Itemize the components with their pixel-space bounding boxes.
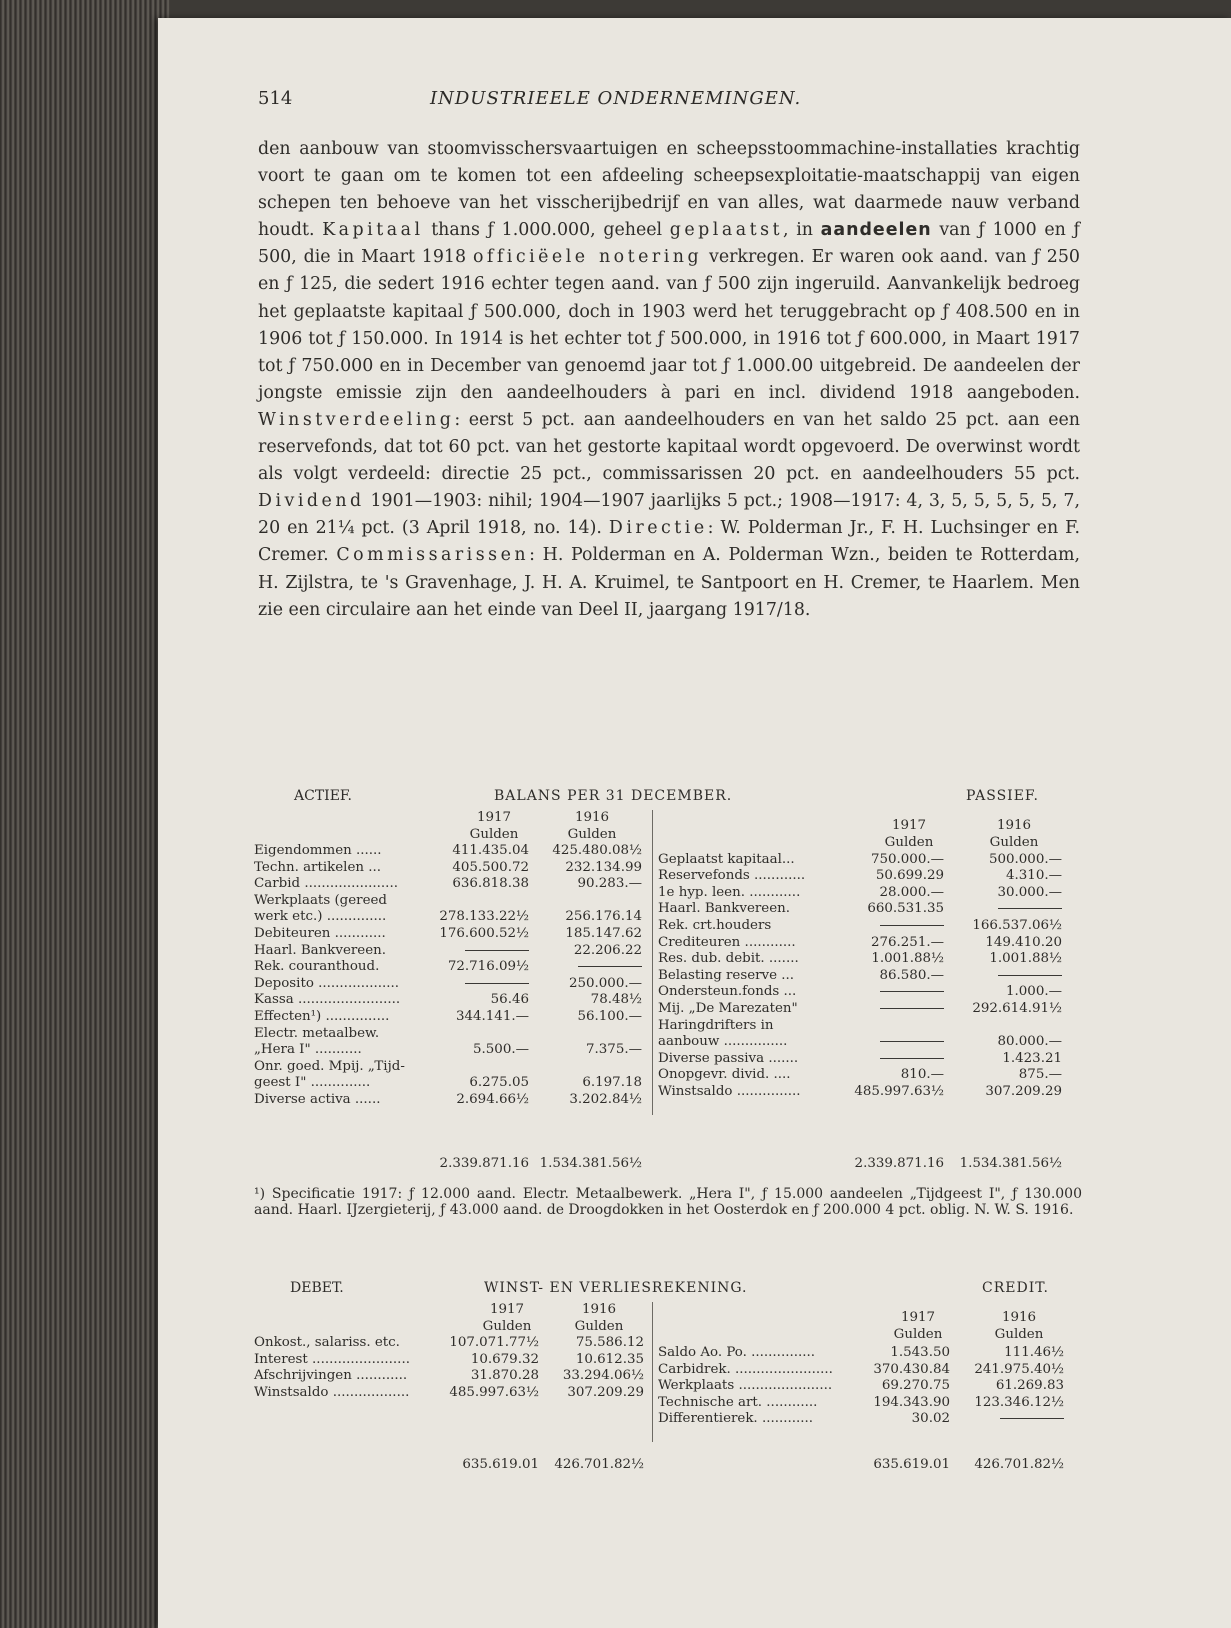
table-row [254, 992, 649, 1009]
row-label: Techn. artikelen ... [254, 859, 382, 875]
table-row [658, 1395, 1084, 1412]
table-row [254, 1352, 649, 1369]
table-row [658, 984, 1084, 1001]
row-label: Carbidrek. ....................... [658, 1361, 833, 1377]
pl-right-title: CREDIT. [982, 1280, 1049, 1296]
paragraph-run: : H. Polderman en A. Polderman Wzn., beiden te Rotterdam, H. Zijlstra, te 's Gravenhage, J. H. A. Kruimel, te Santpoort en H. Cremer, te Haarlem. Men zie een circulaire aan het einde van Deel II, jaargang 1917/18. [258, 545, 1080, 620]
row-label: Res. dub. debit. ....... [658, 951, 799, 967]
row-label: Diverse activa ...... [254, 1091, 381, 1107]
row-label: geest I" .............. [254, 1075, 371, 1091]
balance-header [254, 788, 1084, 810]
paragraph-run: geplaatst [669, 220, 784, 241]
value-1916: 1.001.88½ [989, 951, 1062, 967]
unit-label: Gulden [893, 1326, 943, 1342]
value-1916: 33.294.06½ [562, 1368, 644, 1384]
value-1917: 6.275.05 [469, 1075, 529, 1091]
running-title: INDUSTRIEELE ONDERNEMINGEN. [430, 88, 802, 109]
value-1916: 10.612.35 [575, 1351, 644, 1367]
value-1917: 405.500.72 [452, 859, 529, 875]
empty-dash [434, 943, 529, 960]
value-1917: 278.133.22½ [439, 909, 529, 925]
balance-right-total-1916: 1.534.381.56½ [959, 1156, 1062, 1171]
row-label: Reservefonds ............ [658, 868, 806, 884]
empty-dash [844, 1001, 944, 1018]
row-label: Haringdrifters in [658, 1017, 774, 1033]
pl-left-total-1916: 426.701.82½ [554, 1457, 644, 1472]
row-label: Rek. crt.houders [658, 917, 772, 933]
row-label: Werkplaats ...................... [658, 1378, 833, 1394]
table-row [254, 860, 649, 877]
pl-right-year2-header [974, 1310, 1064, 1343]
table-row [254, 843, 649, 860]
footnote: ¹) Specificatie 1917: ƒ 12.000 aand. Electr. Metaalbewerk. „Hera I", ƒ 15.000 aandeelen „Tijdgeest I", ƒ 130.000 aand. Haarl. IJzergieterij, ƒ 43.000 aand. de Droogdokken in het Oosterdok en ƒ 200.000 4 pct. oblig. N. W. S. 1916. [254, 1186, 1082, 1218]
empty-dash [844, 1051, 944, 1068]
table-row [658, 968, 1084, 985]
value-1917: 370.430.84 [873, 1361, 950, 1377]
balance-left-title: ACTIEF. [294, 788, 352, 804]
table-row [254, 976, 649, 993]
value-1916: 185.147.62 [565, 925, 642, 941]
table-row [658, 1034, 1084, 1051]
balance-divider [652, 810, 653, 1115]
value-1916: 875.— [1018, 1067, 1062, 1083]
balance-assets [254, 843, 649, 1109]
balance-left-year2-header [549, 810, 635, 843]
value-1916: 307.209.29 [567, 1384, 644, 1400]
value-1916: 7.375.— [586, 1042, 642, 1058]
value-1916: 75.586.12 [575, 1335, 644, 1350]
value-1916: 78.48½ [590, 992, 642, 1008]
book-edge [0, 0, 170, 1628]
paragraph-run: , in [783, 220, 821, 241]
row-label: Effecten¹) ............... [254, 1008, 390, 1024]
year-1917: 1917 [489, 1302, 525, 1317]
balance-sheet [254, 788, 1084, 1171]
row-label: Onopgevr. divid. .... [658, 1067, 791, 1083]
value-1917: 660.531.35 [867, 901, 944, 917]
row-label: Winstsaldo ............... [658, 1083, 801, 1099]
empty-dash [844, 984, 944, 1001]
value-1916: 3.202.84½ [569, 1091, 642, 1107]
balance-right-title: PASSIEF. [966, 788, 1039, 804]
value-1917: 31.870.28 [470, 1368, 539, 1384]
value-1916: 166.537.06½ [972, 917, 1062, 933]
row-label: Onkost., salariss. etc. [254, 1335, 400, 1350]
book-page [158, 18, 1231, 1628]
pl-title: WINST- EN VERLIESREKENING. [484, 1280, 748, 1296]
row-label: Afschrijvingen ............ [254, 1368, 408, 1384]
row-label: Winstsaldo .................. [254, 1384, 410, 1400]
paragraph-run: Kapitaal [322, 220, 424, 241]
value-1917: 86.580.— [879, 967, 944, 983]
value-1916: 256.176.14 [565, 909, 642, 925]
value-1916: 250.000.— [568, 975, 642, 991]
row-label: Interest ....................... [254, 1351, 410, 1367]
value-1917: 276.251.— [870, 934, 944, 950]
pl-left-year2-header [559, 1302, 639, 1335]
paragraph-run: aandeelen [820, 220, 932, 241]
table-row [254, 943, 649, 960]
unit-label: Gulden [469, 826, 519, 842]
value-1917: 30.02 [911, 1411, 950, 1427]
table-row [254, 1042, 649, 1059]
paragraph-run: van ƒ 1000 en ƒ 500, die in Maart 1918 [258, 220, 1080, 268]
table-row [254, 1385, 649, 1402]
row-label: werk etc.) .............. [254, 909, 387, 925]
paragraph-run: den aanbouw van stoomvisschersvaartuigen en scheepsstoommachine-installaties krachtig voort te gaan om te komen tot een afdeeling scheepsexploitatie-maatschappij van eigen schepen ten behoeve van het visscherijbedrijf en van alles, wat daarmede nauw verband houdt. [258, 139, 1080, 241]
table-row [254, 1368, 649, 1385]
table-row [254, 1092, 649, 1109]
value-1917: 194.343.90 [873, 1394, 950, 1410]
value-1916: 307.209.29 [985, 1083, 1062, 1099]
value-1916: 1.423.21 [1002, 1050, 1062, 1066]
value-1917: 72.716.09½ [447, 959, 529, 975]
table-row [658, 885, 1084, 902]
table-row [254, 1075, 649, 1092]
pl-header [254, 1280, 1084, 1302]
pl-right-total-1917: 635.619.01 [873, 1457, 950, 1472]
row-label: Technische art. ............ [658, 1394, 818, 1410]
table-row [658, 918, 1084, 935]
value-1917: 810.— [900, 1067, 944, 1083]
value-1917: 176.600.52½ [439, 925, 529, 941]
balance-right-total-1917: 2.339.871.16 [854, 1156, 944, 1171]
paragraph-run: officiëele notering [472, 247, 703, 268]
page-number: 514 [258, 88, 293, 109]
value-1916: 22.206.22 [573, 942, 642, 958]
paragraph-run: : eerst 5 pct. aan aandeelhouders en van het saldo 25 pct. aan een reservefonds, dat tot 60 pct. van het gestorte kapitaal wordt opgevoerd. De overwinst wordt als volgt verdeeld: directie 25 pct., commissarissen 20 pct. en aandeelhouders 55 pct. [258, 409, 1080, 485]
value-1916: 500.000.— [988, 851, 1062, 867]
value-1917: 411.435.04 [452, 843, 529, 858]
unit-label: Gulden [482, 1318, 532, 1334]
value-1916: 4.310.— [1006, 868, 1062, 884]
description-paragraph [258, 136, 1080, 624]
table-row [254, 1059, 649, 1076]
value-1917: 1.001.88½ [871, 951, 944, 967]
value-1917: 636.818.38 [452, 876, 529, 892]
table-row [658, 868, 1084, 885]
row-label: Werkplaats (gereed [254, 892, 387, 908]
empty-dash [844, 1034, 944, 1051]
paragraph-run: verkregen. Er waren ook aand. van ƒ 250 en ƒ 125, die sedert 1916 echter tegen aand. van ƒ 500 zijn ingeruild. Aanvankelijk bedroeg het geplaatste kapitaal ƒ 500.000, doch in 1903 werd het teruggebracht op ƒ 408.500 en in 1906 tot ƒ 150.000. In 1914 is het echter tot ƒ 500.000, in 1916 tot ƒ 600.000, in Maart 1917 tot ƒ 750.000 en in December van genoemd jaar tot ƒ 1.000.00 uitgebreid. De aandeelen der jongste emissie zijn den aandeelhouders à pari en incl. dividend 1918 aangeboden. [258, 247, 1080, 403]
empty-dash [539, 959, 642, 976]
unit-label: Gulden [574, 1318, 624, 1334]
row-label: 1e hyp. leen. ............ [658, 884, 801, 900]
paragraph-run: Winstverdeeling [258, 409, 455, 430]
row-label: Haarl. Bankvereen. [254, 942, 387, 958]
row-label: Deposito ................... [254, 975, 400, 991]
year-1917: 1917 [891, 818, 927, 833]
value-1916: 111.46½ [1004, 1345, 1064, 1360]
unit-label: Gulden [567, 826, 617, 842]
pl-debit [254, 1335, 649, 1401]
table-row [254, 1335, 649, 1352]
row-label: Debiteuren ............ [254, 925, 386, 941]
pl-left-year1-header [464, 1302, 550, 1335]
table-row [254, 909, 649, 926]
value-1916: 292.614.91½ [972, 1000, 1062, 1016]
pl-body [254, 1302, 1084, 1482]
unit-label: Gulden [994, 1326, 1044, 1342]
empty-dash [954, 901, 1062, 918]
table-row [658, 951, 1084, 968]
value-1916: 6.197.18 [582, 1075, 642, 1091]
paragraph-run: Dividend [258, 491, 365, 512]
unit-label: Gulden [989, 834, 1039, 850]
balance-body [254, 810, 1084, 1171]
row-label: Geplaatst kapitaal... [658, 851, 795, 867]
table-row [254, 893, 649, 910]
value-1916: 56.100.— [577, 1008, 642, 1024]
profit-loss-statement [254, 1280, 1084, 1482]
table-row [658, 1362, 1084, 1379]
balance-title: BALANS PER 31 DECEMBER. [494, 788, 733, 804]
table-row [658, 1411, 1084, 1428]
value-1917: 485.997.63½ [449, 1384, 539, 1400]
value-1916: 241.975.40½ [974, 1361, 1064, 1377]
value-1917: 1.543.50 [890, 1345, 950, 1360]
row-label: Kassa ........................ [254, 992, 401, 1008]
year-1916: 1916 [574, 810, 610, 825]
value-1917: 2.694.66½ [456, 1091, 529, 1107]
pl-right-total-1916: 426.701.82½ [974, 1457, 1064, 1472]
paragraph-run: thans ƒ 1.000.000, geheel [423, 220, 670, 241]
table-row [658, 1345, 1084, 1362]
value-1916: 61.269.83 [995, 1378, 1064, 1394]
row-label: Electr. metaalbew. [254, 1025, 380, 1041]
table-row [658, 1051, 1084, 1068]
value-1917: 750.000.— [870, 851, 944, 867]
empty-dash [434, 976, 529, 993]
paragraph-run: 1901—1903: nihil; 1904—1907 jaarlijks 5 pct.; 1908—1917: 4, 3, 5, 5, 5, 5, 5, 7, 20 en 21¼ pct. (3 April 1918, no. 14). [258, 491, 1080, 539]
table-row [254, 926, 649, 943]
balance-liabilities [658, 835, 1084, 1101]
paragraph-run: Directie [608, 518, 708, 539]
unit-label: Gulden [884, 834, 934, 850]
year-1916: 1916 [996, 818, 1032, 833]
year-1916: 1916 [1001, 1310, 1037, 1325]
table-row [658, 835, 1084, 852]
row-label: Crediteuren ............ [658, 934, 796, 950]
row-label: Diverse passiva ....... [658, 1050, 799, 1066]
balance-left-total-1917: 2.339.871.16 [439, 1156, 529, 1171]
value-1916: 80.000.— [997, 1034, 1062, 1050]
row-label: Mij. „De Marezaten" [658, 1000, 798, 1016]
row-label: Rek. couranthoud. [254, 959, 380, 975]
pl-credit [658, 1345, 1084, 1428]
row-label: Haarl. Bankvereen. [658, 901, 791, 917]
value-1917: 344.141.— [455, 1008, 529, 1024]
pl-right-year1-header [878, 1310, 958, 1343]
value-1917: 10.679.32 [470, 1351, 539, 1367]
value-1916: 30.000.— [997, 884, 1062, 900]
row-label: „Hera I" ........... [254, 1042, 362, 1058]
row-label: Onr. goed. Mpij. „Tijd- [254, 1058, 405, 1074]
table-row [254, 1026, 649, 1043]
row-label: aanbouw ............... [658, 1034, 788, 1050]
table-row [658, 1067, 1084, 1084]
table-row [658, 1378, 1084, 1395]
value-1917: 56.46 [490, 992, 529, 1008]
balance-left-year1-header [454, 810, 534, 843]
empty-dash [844, 918, 944, 935]
row-label: Ondersteun.fonds ... [658, 984, 797, 1000]
pl-left-total-1917: 635.619.01 [462, 1457, 539, 1472]
table-row [254, 1009, 649, 1026]
table-row [254, 959, 649, 976]
value-1916: 123.346.12½ [974, 1394, 1064, 1410]
value-1916: 90.283.— [577, 876, 642, 892]
value-1916: 232.134.99 [565, 859, 642, 875]
paragraph-run: : W. Polderman Jr., F. H. Luchsinger en F. Cremer. [258, 518, 1081, 566]
value-1917: 28.000.— [879, 884, 944, 900]
value-1917: 69.270.75 [881, 1378, 950, 1394]
pl-left-title: DEBET. [290, 1280, 344, 1296]
table-row [658, 935, 1084, 952]
year-1917: 1917 [476, 810, 512, 825]
table-row [658, 1018, 1084, 1035]
value-1917: 5.500.— [473, 1042, 529, 1058]
value-1917: 485.997.63½ [854, 1083, 944, 1099]
table-row [658, 1001, 1084, 1018]
year-1917: 1917 [900, 1310, 936, 1325]
row-label: Differentierek. ............ [658, 1411, 814, 1427]
row-label: Belasting reserve ... [658, 967, 795, 983]
row-label: Saldo Ao. Po. ............... [658, 1345, 815, 1360]
value-1916: 425.480.08½ [552, 843, 642, 858]
empty-dash [960, 1411, 1064, 1428]
year-1916: 1916 [581, 1302, 617, 1317]
empty-dash [954, 968, 1062, 985]
value-1917: 50.699.29 [875, 868, 944, 884]
table-row [658, 1084, 1084, 1101]
table-row [658, 901, 1084, 918]
paragraph-run: Commissarissen [336, 545, 530, 566]
value-1916: 1.000.— [1006, 984, 1062, 1000]
table-row [254, 876, 649, 893]
row-label: Carbid ...................... [254, 876, 398, 892]
value-1917: 107.071.77½ [449, 1335, 539, 1350]
value-1916: 149.410.20 [985, 934, 1062, 950]
row-label: Eigendommen ...... [254, 843, 382, 858]
company-description [258, 136, 1080, 624]
pl-divider [652, 1302, 653, 1442]
table-row [658, 852, 1084, 869]
balance-left-total-1916: 1.534.381.56½ [539, 1156, 642, 1171]
